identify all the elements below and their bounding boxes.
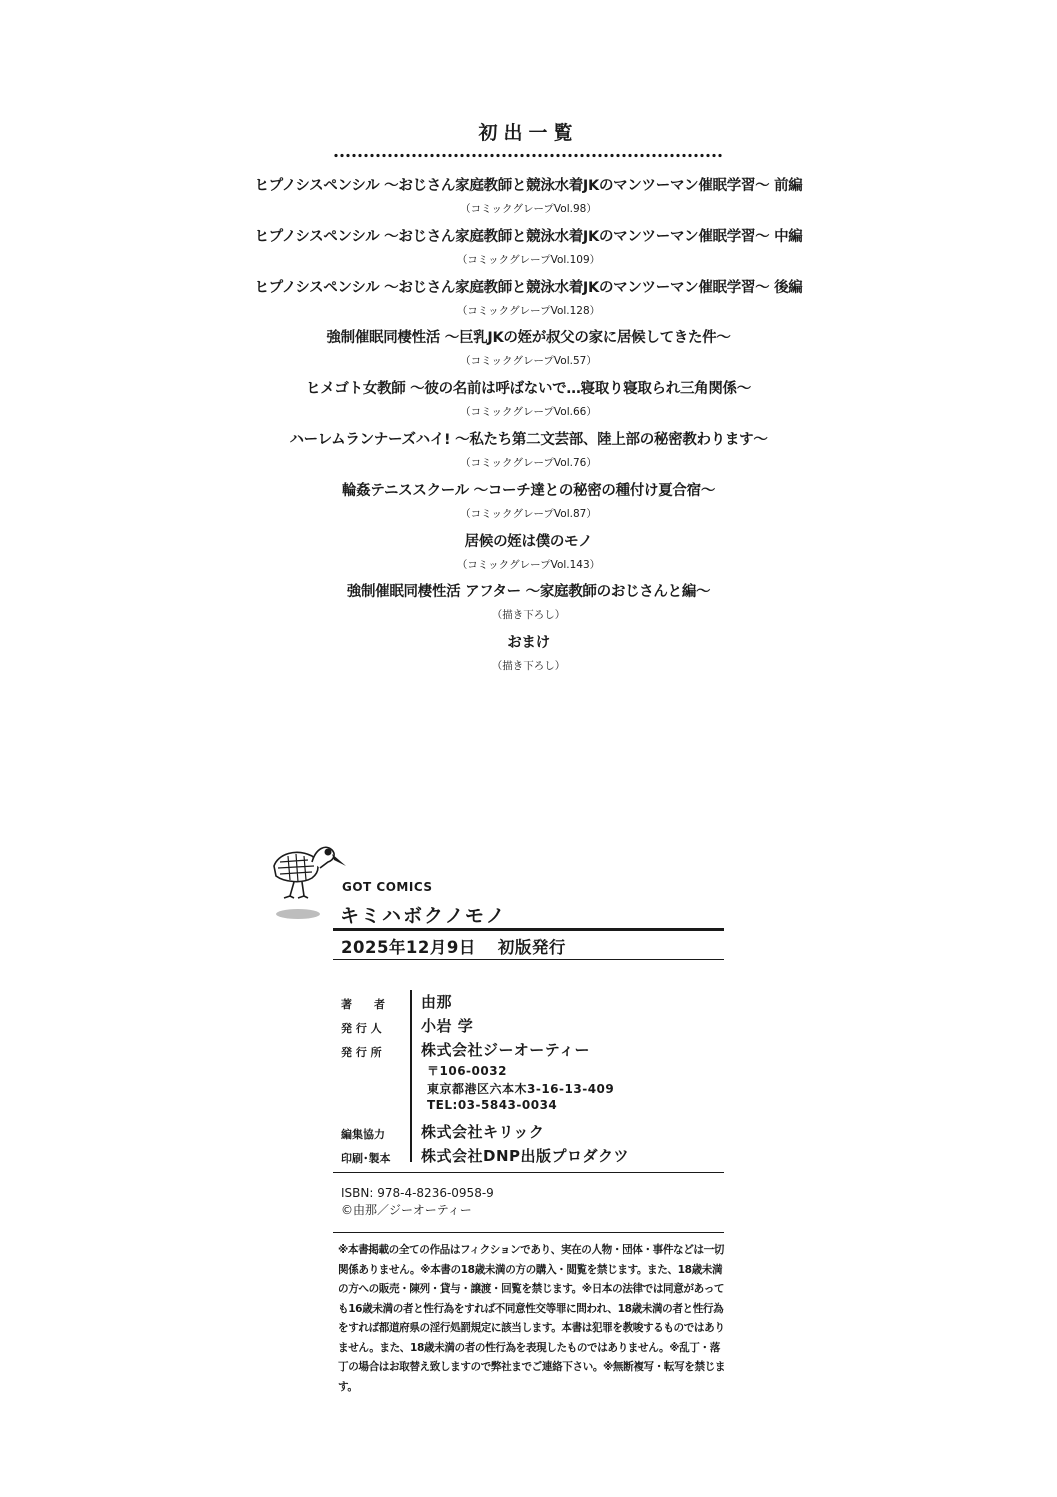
works-list xyxy=(0,175,1057,683)
postal-code: 〒106-0032 xyxy=(427,1064,507,1078)
credit-value: 由那 xyxy=(421,993,453,1011)
credit-label: 印刷･製本 xyxy=(341,1152,391,1165)
legal-notice: ※本書掲載の全ての作品はフィクションであり、実在の人物・団体・事件などは一切関係ありません。※本書の18歳未満の方の購入・閲覧を禁じます。また、18歳未満の方への販売・陳列・貸与・譲渡・回覧を禁じます。※日本の法律では同意があっても16歳未満の者と性行為をすれば不同意性交等罪に問われ、18歳未満の者と性行為をすれば都道府県の淫行処罰規定に該当します。本書は犯罪を教唆するものではありません。また、18歳未満の者の性行為を表現したものではありません。※乱丁・落丁の場合はお取替え致しますので弊社までご連絡下さい。※無断複写・転写を禁じます。 xyxy=(338,1244,726,1393)
work-source: （コミックグレープVol.57） xyxy=(460,355,597,368)
dotted-divider xyxy=(333,153,724,158)
date-rule xyxy=(333,959,724,960)
work-source: （コミックグレープVol.143） xyxy=(456,558,601,571)
credits-divider xyxy=(410,990,412,1162)
work-title: ヒプノシスペンシル ～おじさん家庭教師と競泳水着JKのマンツーマン催眠学習～ 前編 xyxy=(254,178,803,194)
work-source: （描き下ろし） xyxy=(491,660,566,673)
page-heading: 初出一覧 xyxy=(478,122,579,144)
work-source: （コミックグレープVol.66） xyxy=(460,406,597,419)
list-item xyxy=(0,480,1057,531)
isbn-block xyxy=(341,1185,494,1219)
list-item xyxy=(0,277,1057,328)
work-source: （コミックグレープVol.76） xyxy=(460,456,597,469)
work-title: ヒメゴト女教師 ～彼の名前は呼ばないで…寝取り寝取られ三角関係～ xyxy=(306,381,751,398)
copyright: ©由那／ジーオーティー xyxy=(341,1203,472,1217)
work-source: （コミックグレープVol.128） xyxy=(456,304,601,317)
work-source: （コミックグレープVol.98） xyxy=(460,203,597,215)
work-title: ヒプノシスペンシル ～おじさん家庭教師と競泳水着JKのマンツーマン催眠学習～ 中編 xyxy=(254,228,803,245)
credit-label: 発 行 人 xyxy=(341,1022,382,1035)
credits-rule xyxy=(333,1172,724,1173)
date: 2025年12月9日 xyxy=(341,938,476,957)
credit-label: 編集協力 xyxy=(341,1128,385,1141)
work-title: ハーレムランナーズハイ! ～私たち第二文芸部、陸上部の秘密教わります～ xyxy=(289,431,768,448)
list-item xyxy=(0,175,1057,226)
isbn: ISBN: 978-4-8236-0958-9 xyxy=(341,1186,494,1200)
telephone: TEL:03-5843-0034 xyxy=(427,1098,558,1112)
credit-value: 株式会社DNP出版プロダクツ xyxy=(421,1147,629,1165)
list-item xyxy=(0,632,1057,683)
list-item xyxy=(0,226,1057,277)
list-item xyxy=(0,581,1057,632)
edition: 初版発行 xyxy=(497,938,566,957)
credit-label: 著 者 xyxy=(341,998,385,1011)
work-source: （コミックグレープVol.109） xyxy=(456,253,601,266)
bird-logo-icon xyxy=(268,838,348,928)
credit-value: 小岩 学 xyxy=(421,1017,474,1035)
work-title: 強制催眠同棲性活 ～巨乳JKの姪が叔父の家に居候してきた件～ xyxy=(326,330,731,347)
notice-rule xyxy=(333,1232,724,1233)
list-item xyxy=(0,531,1057,582)
imprint-label: GOT COMICS xyxy=(342,880,433,894)
book-title: キミハボクノモノ xyxy=(340,905,507,927)
list-item xyxy=(0,327,1057,378)
credit-label: 発 行 所 xyxy=(341,1046,382,1059)
list-item xyxy=(0,429,1057,480)
work-title: 居候の姪は僕のモノ xyxy=(464,533,593,550)
work-source: （描き下ろし） xyxy=(491,609,566,622)
credit-value: 株式会社ジーオーティー xyxy=(421,1041,591,1059)
credit-value: 株式会社キリック xyxy=(421,1123,545,1141)
work-title: 輪姦テニススクール ～コーチ達との秘密の種付け夏合宿～ xyxy=(341,482,716,499)
publication-date xyxy=(341,934,566,958)
work-title: おまけ xyxy=(507,635,550,652)
work-title: ヒプノシスペンシル ～おじさん家庭教師と競泳水着JKのマンツーマン催眠学習～ 後編 xyxy=(254,279,803,296)
list-item xyxy=(0,378,1057,429)
work-title: 強制催眠同棲性活 アフター ～家庭教師のおじさんと編～ xyxy=(346,584,711,601)
title-rule xyxy=(333,928,724,931)
work-source: （コミックグレープVol.87） xyxy=(460,507,597,520)
address: 東京都港区六本木3-16-13-409 xyxy=(427,1082,615,1096)
